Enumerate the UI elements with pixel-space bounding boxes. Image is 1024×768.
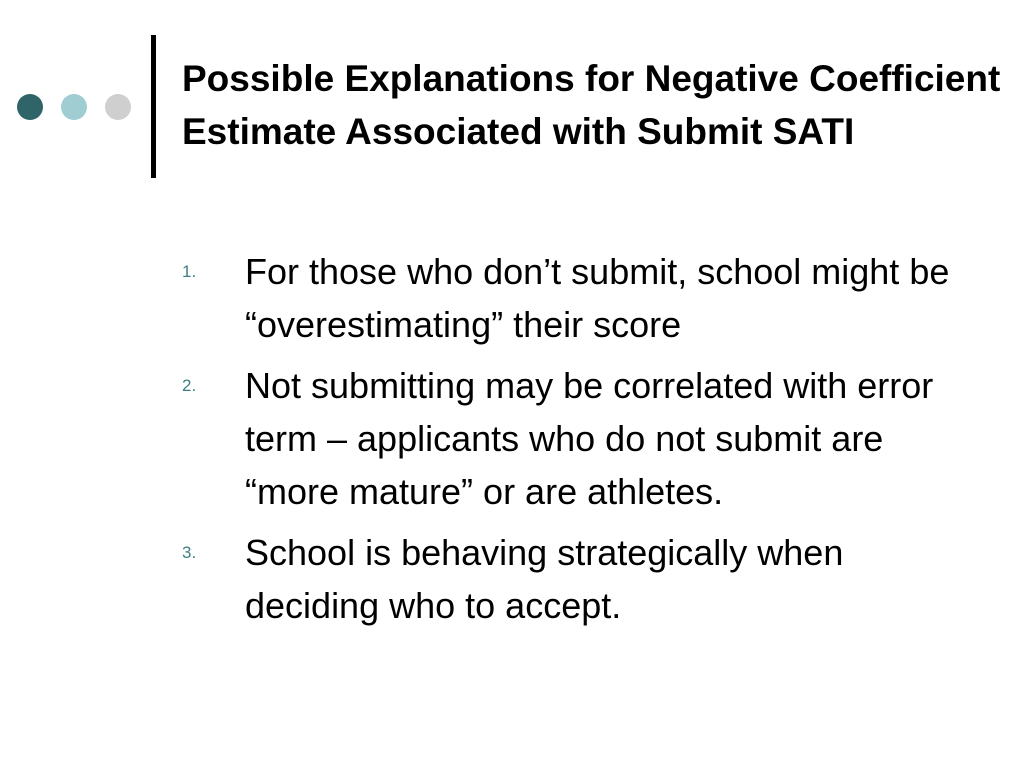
- slide-title: Possible Explanations for Negative Coefficient Estimate Associated with Submit SATI: [182, 58, 1001, 152]
- list-number: 2.: [182, 376, 197, 395]
- list-item: [182, 526, 982, 632]
- list-item: [182, 245, 982, 351]
- list-number: 1.: [182, 262, 197, 281]
- list-text: Not submitting may be correlated with error term – applicants who do not submit are “more mature” or are athletes.: [245, 365, 934, 512]
- explanations-list: [182, 245, 982, 640]
- light-teal-dot-icon: [61, 94, 87, 120]
- list-item: [182, 359, 982, 518]
- teal-dot-icon: [17, 94, 43, 120]
- list-number: 3.: [182, 543, 197, 562]
- list-text: For those who don’t submit, school might be “overestimating” their score: [245, 251, 950, 345]
- title-divider: [151, 35, 156, 178]
- gray-dot-icon: [105, 94, 131, 120]
- list-text: School is behaving strategically when deciding who to accept.: [245, 532, 844, 626]
